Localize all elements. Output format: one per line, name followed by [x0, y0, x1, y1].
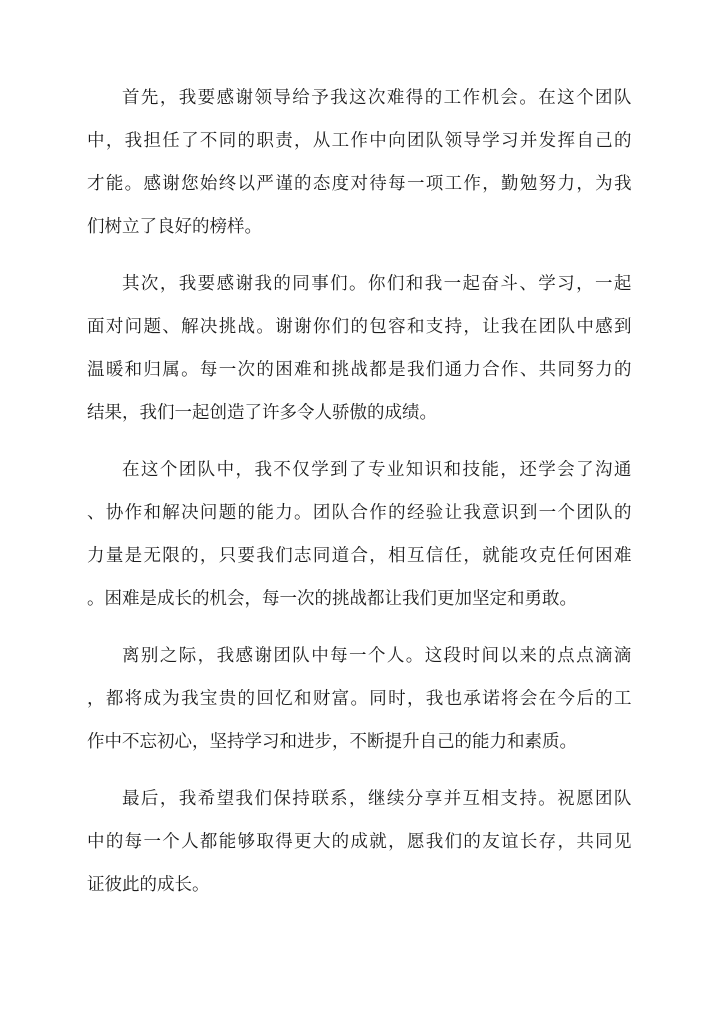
text-line: 中，我担任了不同的职责，从工作中向团队领导学习并发挥自己的 — [87, 131, 633, 151]
text-line: 首先，我要感谢领导给予我这次难得的工作机会。在这个团队 — [122, 88, 633, 108]
text-line: 其次，我要感谢我的同事们。你们和我一起奋斗、学习，一起 — [122, 274, 633, 294]
text-line: 在这个团队中，我不仅学到了专业知识和技能，还学会了沟通 — [122, 460, 633, 480]
text-line: 、协作和解决问题的能力。团队合作的经验让我意识到一个团队的 — [87, 503, 633, 523]
text-line: 们树立了良好的榜样。 — [87, 217, 262, 237]
text-line: 作中不忘初心，坚持学习和进步，不断提升自己的能力和素质。 — [87, 732, 577, 752]
text-line: ，都将成为我宝贵的回忆和财富。同时，我也承诺将会在今后的工 — [87, 689, 633, 709]
text-line: 离别之际，我感谢团队中每一个人。这段时间以来的点点滴滴 — [122, 646, 633, 666]
text-line: 。困难是成长的机会，每一次的挑战都让我们更加坚定和勇敢。 — [87, 589, 577, 609]
text-line: 温暖和归属。每一次的困难和挑战都是我们通力合作、共同努力的 — [87, 360, 633, 380]
text-line: 结果，我们一起创造了许多令人骄傲的成绩。 — [87, 403, 437, 423]
text-line: 中的每一个人都能够取得更大的成就，愿我们的友谊长存，共同见 — [87, 832, 633, 852]
text-line: 才能。感谢您始终以严谨的态度对待每一项工作，勤勉努力，为我 — [87, 174, 633, 194]
text-line: 证彼此的成长。 — [87, 875, 210, 895]
text-line: 面对问题、解决挑战。谢谢你们的包容和支持，让我在团队中感到 — [87, 317, 633, 337]
text-line: 最后，我希望我们保持联系，继续分享并互相支持。祝愿团队 — [122, 789, 633, 809]
text-line: 力量是无限的，只要我们志同道合，相互信任，就能攻克任何困难 — [87, 546, 633, 566]
